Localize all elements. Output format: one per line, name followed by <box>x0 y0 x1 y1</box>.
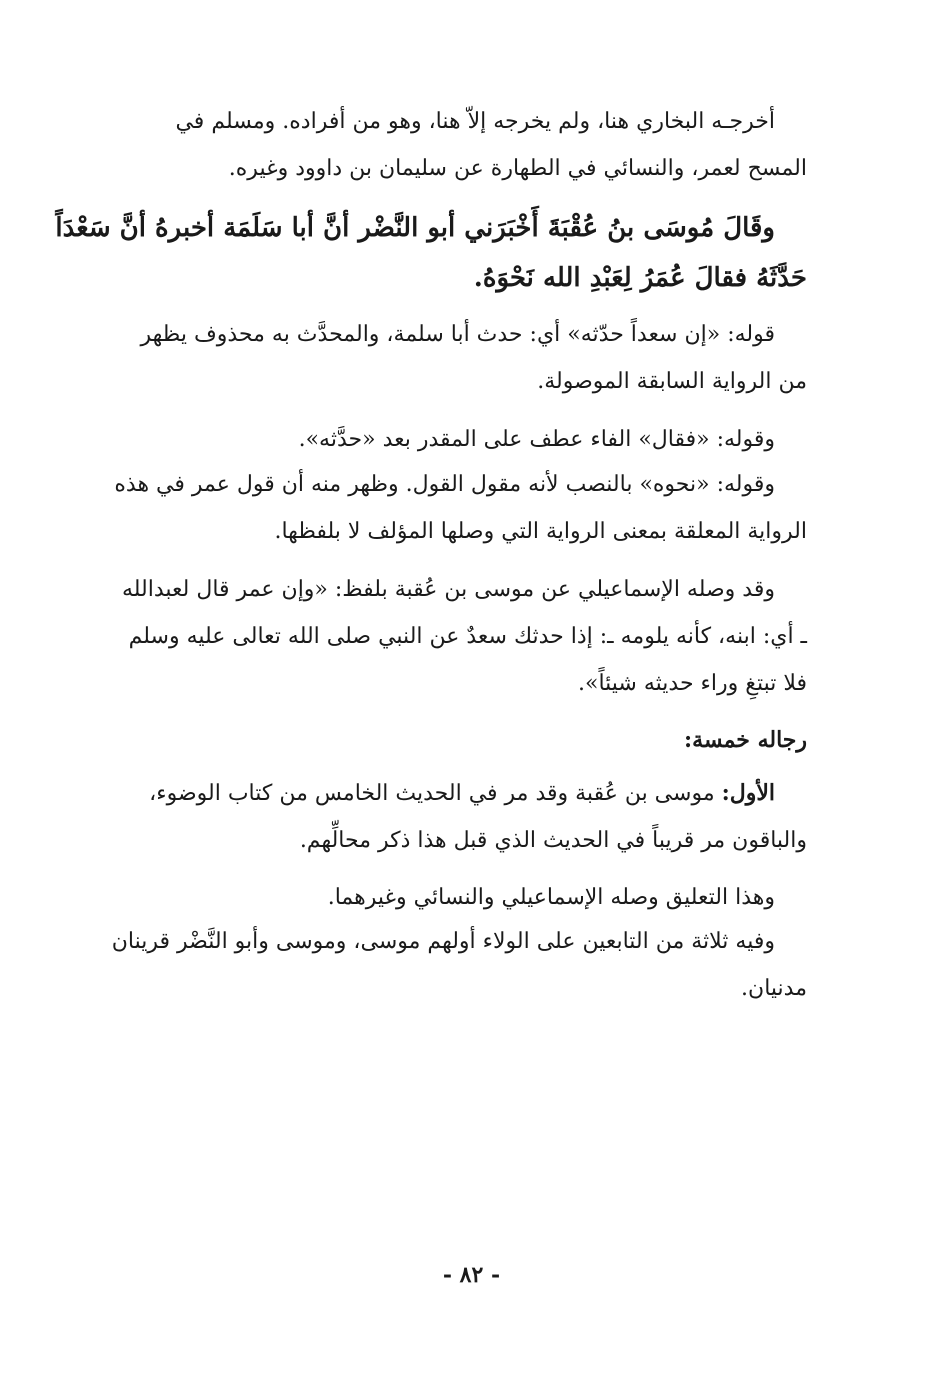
page-number: - ٨٢ - <box>442 1262 501 1288</box>
text-line: مدنيان. <box>741 976 807 1001</box>
text-line: قوله: «إن سعداً حدّثه» أي: حدث أبا سلمة، والمحدَّث به محذوف يظهر <box>140 322 775 347</box>
text-line: وقوله: «فقال» الفاء عطف على المقدر بعد «حدَّثه». <box>298 427 775 452</box>
paragraph-commentary-5 <box>135 874 807 921</box>
hadith-text <box>55 203 807 303</box>
text-line <box>135 770 807 817</box>
text-line-rest: موسى بن عُقبة وقد مر في الحديث الخامس من كتاب الوضوء، <box>149 781 722 806</box>
text-line: حَدَّثَهُ فقالَ عُمَرُ لِعَبْدِ الله نَحْوَهُ. <box>473 263 807 293</box>
section-heading: رجاله خمسة: <box>684 727 807 753</box>
text-line: وقد وصله الإسماعيلي عن موسى بن عُقبة بلفظ: «وإن عمر قال لعبدالله <box>121 577 775 602</box>
text-line: من الرواية السابقة الموصولة. <box>537 369 807 394</box>
paragraph-commentary-4 <box>121 566 807 707</box>
paragraph-takhrij <box>135 98 807 192</box>
paragraph-commentary-3 <box>114 461 807 555</box>
text-line: الرواية المعلقة بمعنى الرواية التي وصلها المؤلف لا بلفظها. <box>274 519 807 544</box>
text-line: المسح لعمر، والنسائي في الطهارة عن سليمان بن داوود وغيره. <box>228 156 807 181</box>
text-line: وهذا التعليق وصله الإسماعيلي والنسائي وغيرهما. <box>327 885 775 910</box>
lead-label: الأول: <box>721 780 775 806</box>
text-line: ـ أي: ابنه، كأنه يلومه ـ: إذا حدثك سعدٌ عن النبي صلى الله تعالى عليه وسلم <box>128 624 807 649</box>
paragraph-narrators <box>135 770 807 864</box>
text-line: وقَالَ مُوسَى بنُ عُقْبَةَ أَخْبَرَني أبو النَّضْر أنَّ أبا سَلَمَة أخبرهُ أنَّ سَعْدَاً <box>55 213 775 243</box>
text-line: والباقون مر قريباً في الحديث الذي قبل هذا ذكر محالِّهم. <box>299 828 807 853</box>
text-line: وفيه ثلاثة من التابعين على الولاء أولهم موسى، وموسى وأبو النَّضْر قرينان <box>111 929 775 954</box>
text-line: وقوله: «نحوه» بالنصب لأنه مقول القول. وظهر منه أن قول عمر في هذه <box>114 472 775 497</box>
text-line: فلا تبتغِ وراء حديثه شيئاً». <box>577 671 807 696</box>
paragraph-commentary-6 <box>111 918 807 1012</box>
text-line: أخرجـه البخاري هنا، ولم يخرجه إلاّ هنا، وهو من أفراده. ومسلم في <box>175 109 775 134</box>
paragraph-commentary-2 <box>135 416 807 463</box>
paragraph-commentary-1 <box>135 311 807 405</box>
